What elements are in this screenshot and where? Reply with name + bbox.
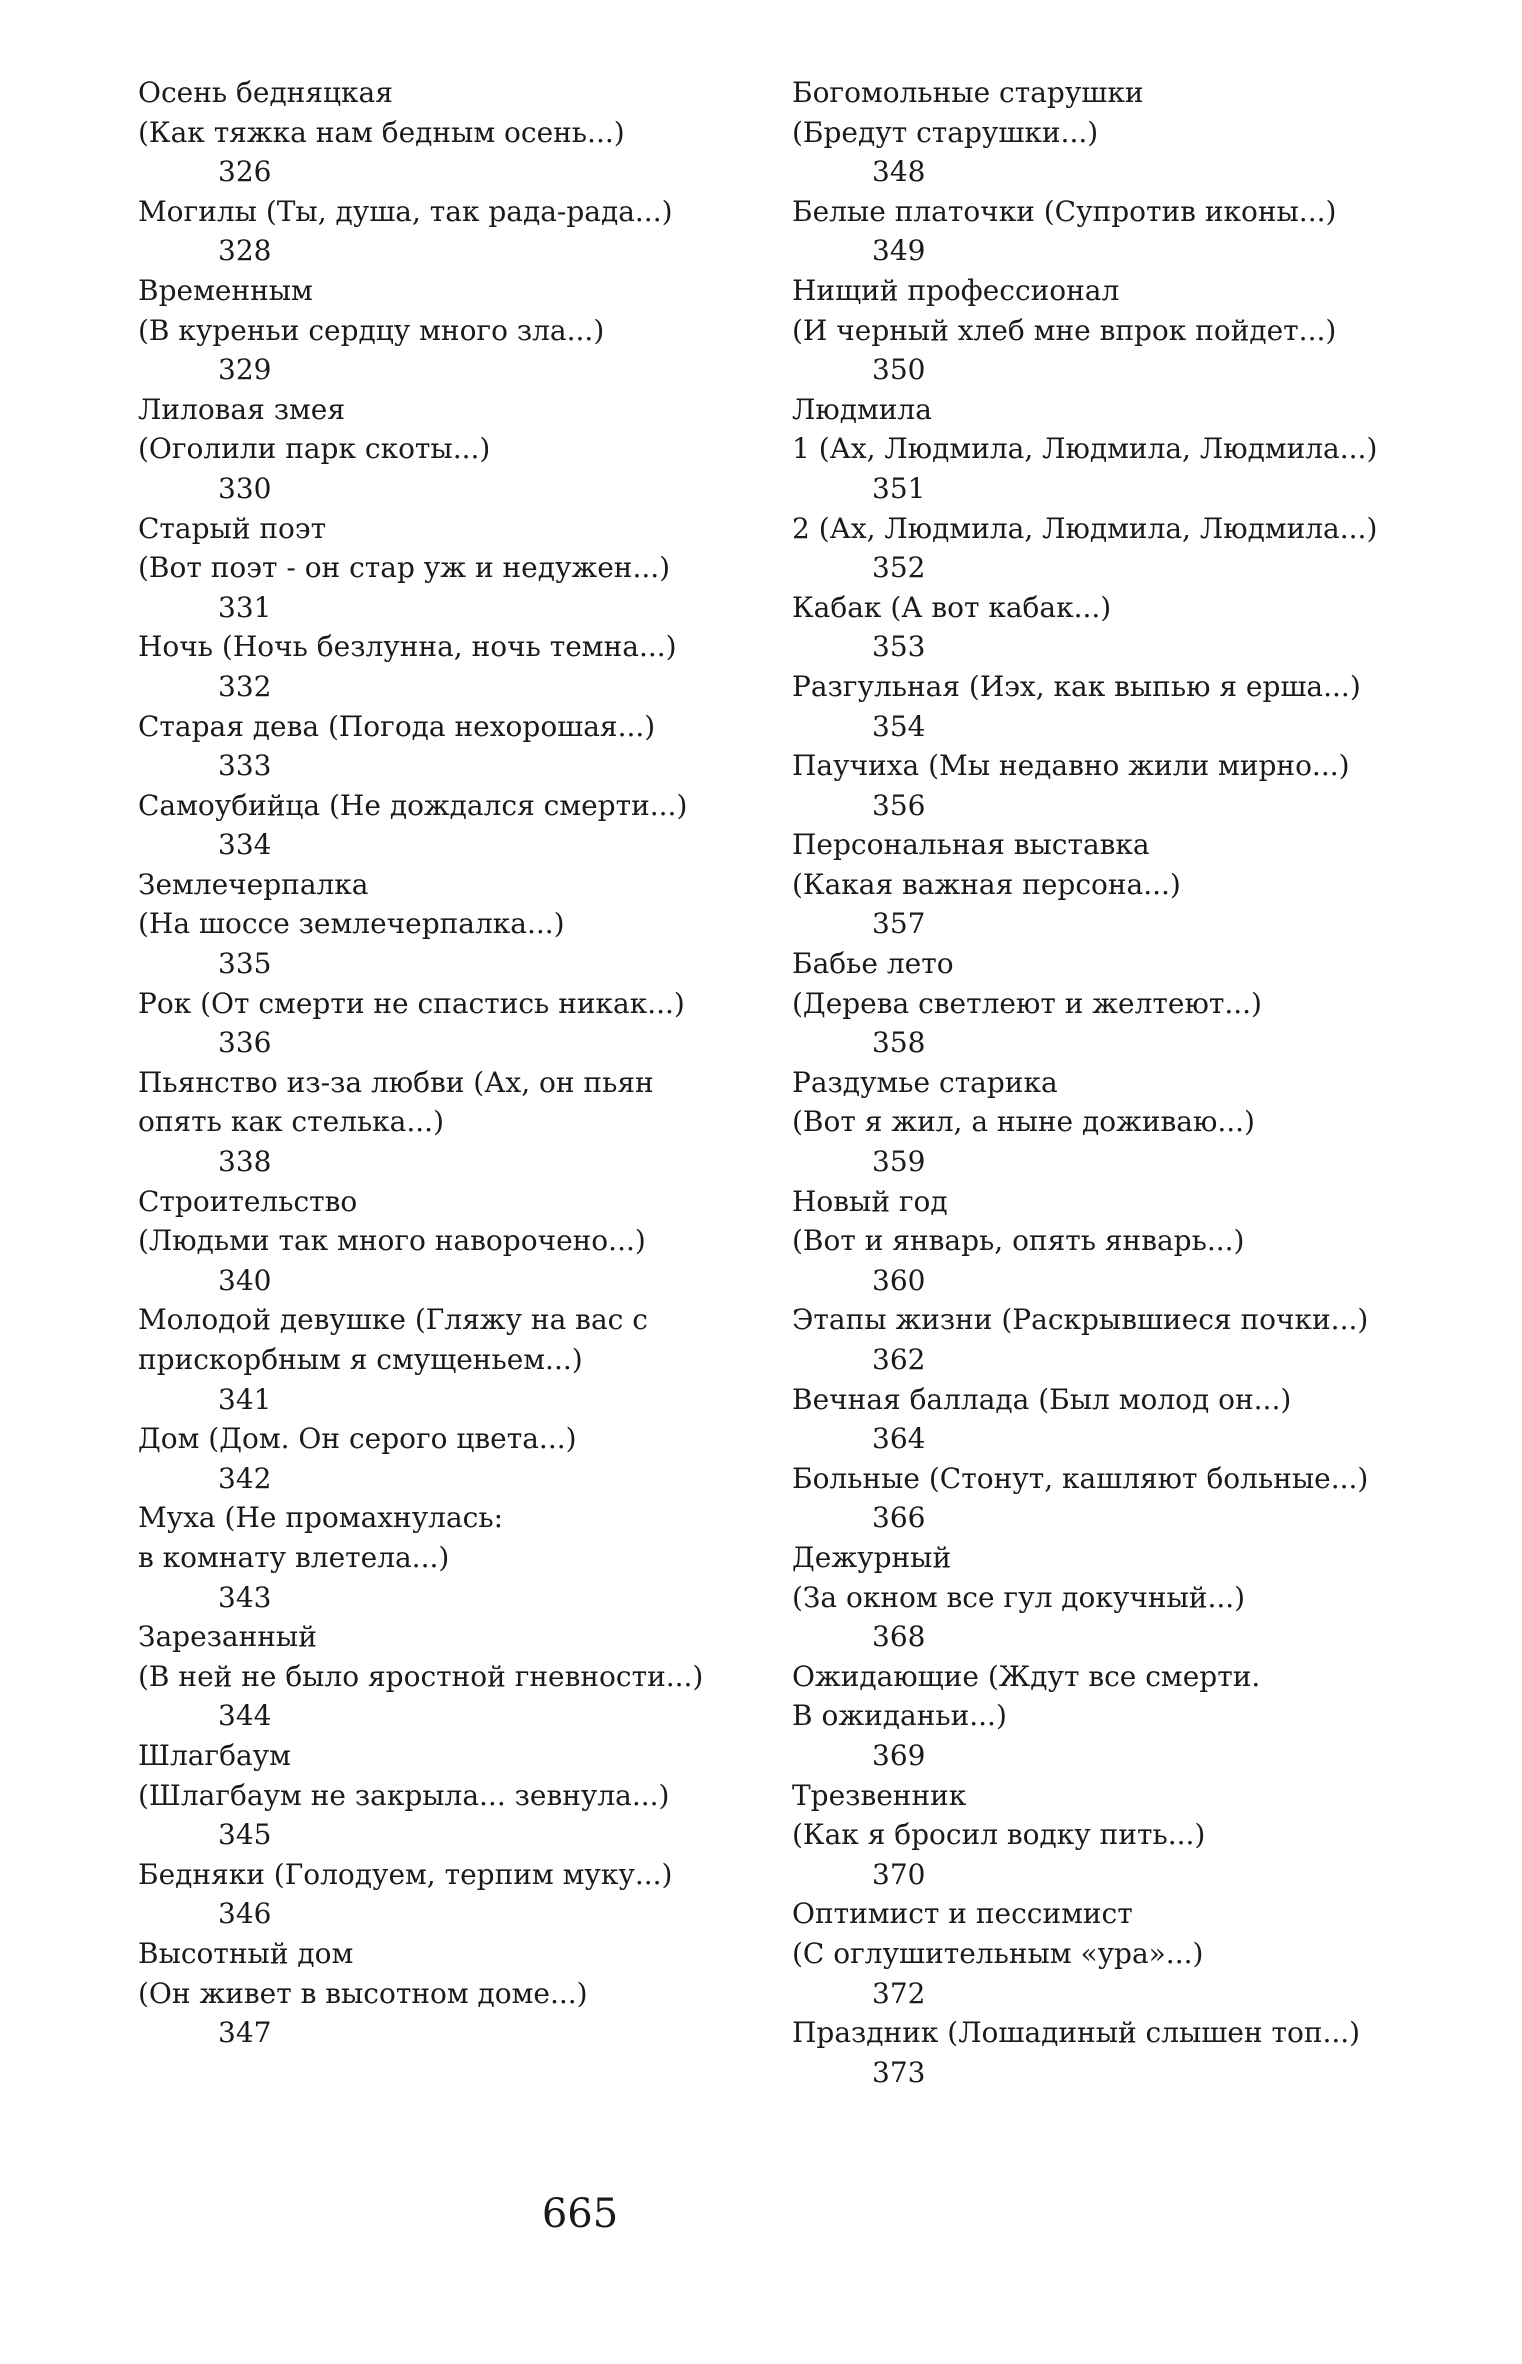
toc-entry-page: 353 bbox=[872, 630, 926, 664]
toc-entry-title-line: в комнату влетела...) bbox=[138, 1540, 450, 1574]
toc-entry bbox=[138, 786, 778, 865]
toc-entry-title-line: (Бредут старушки...) bbox=[792, 115, 1099, 149]
toc-entry-page: 354 bbox=[872, 709, 926, 743]
toc-entry bbox=[138, 1498, 778, 1617]
toc-entry-title-line: (Людьми так много наворочено...) bbox=[138, 1224, 646, 1258]
toc-entry-title-line: Ожидающие (Ждут все смерти. bbox=[792, 1659, 1261, 1693]
page-number: 665 bbox=[541, 2191, 619, 2237]
toc-entry-page: 364 bbox=[872, 1422, 926, 1456]
toc-entry-title-line: 2 (Ах, Людмила, Людмила, Людмила...) bbox=[792, 511, 1378, 545]
toc-entry-title-line: Паучиха (Мы недавно жили мирно...) bbox=[792, 749, 1350, 783]
toc-entry bbox=[138, 73, 778, 192]
toc-entry-title-line: (Вот я жил, а ныне доживаю...) bbox=[792, 1105, 1255, 1139]
toc-entry bbox=[138, 1736, 778, 1855]
toc-entry-title-line: (Вот и январь, опять январь...) bbox=[792, 1224, 1245, 1258]
toc-entry-title-line: В ожиданьи...) bbox=[792, 1699, 1007, 1733]
toc-entry bbox=[792, 1776, 1492, 1895]
toc-entry bbox=[792, 1459, 1492, 1538]
toc-entry-title-line: Кабак (А вот кабак...) bbox=[792, 590, 1112, 624]
toc-entry bbox=[138, 1855, 778, 1934]
toc-entry-page: 343 bbox=[218, 1580, 272, 1614]
toc-entry bbox=[792, 1182, 1492, 1301]
toc-entry-page: 360 bbox=[872, 1263, 926, 1297]
toc-entry-title-line: Старый поэт bbox=[138, 511, 327, 545]
toc-entry-page: 347 bbox=[218, 2016, 272, 2050]
toc-entry-title-line: Старая дева (Погода нехорошая...) bbox=[138, 709, 656, 743]
toc-entry-page: 351 bbox=[872, 471, 926, 505]
toc-entry-title-line: Трезвенник bbox=[792, 1778, 967, 1812]
toc-entry-page: 348 bbox=[872, 155, 926, 189]
toc-entry-page: 342 bbox=[218, 1461, 272, 1495]
toc-entry-title-line: Новый год bbox=[792, 1184, 948, 1218]
toc-entry-title-line: Богомольные старушки bbox=[792, 76, 1144, 109]
toc-entry bbox=[792, 2013, 1492, 2092]
toc-entry-page: 352 bbox=[872, 551, 926, 585]
toc-entry-page: 358 bbox=[872, 1026, 926, 1060]
toc-entry-title-line: (Как я бросил водку пить...) bbox=[792, 1818, 1206, 1852]
toc-entry-title-line: (На шоссе землечерпалка...) bbox=[138, 907, 565, 941]
toc-entry-title-line: (Оголили парк скоты...) bbox=[138, 432, 491, 466]
toc-entry-page: 329 bbox=[218, 353, 272, 387]
toc-entry bbox=[138, 984, 778, 1063]
toc-entry-title-line: Оптимист и пессимист bbox=[792, 1897, 1133, 1931]
toc-entry-title-line: (За окном все гул докучный...) bbox=[792, 1580, 1246, 1614]
toc-entry-title-line: (Вот поэт - он стар уж и недужен...) bbox=[138, 551, 671, 585]
toc-entry-title-line: (Дерева светлеют и желтеют...) bbox=[792, 986, 1262, 1020]
toc-entry-page: 326 bbox=[218, 155, 272, 189]
toc-entry-title-line: (С оглушительным «ура»...) bbox=[792, 1936, 1204, 1970]
toc-entry bbox=[138, 1182, 778, 1301]
toc-entry bbox=[138, 1934, 778, 2053]
toc-entry-title-line: (В куреньи сердцу много зла...) bbox=[138, 313, 605, 347]
toc-entry-page: 338 bbox=[218, 1145, 272, 1179]
toc-entry-title-line: Лиловая змея bbox=[138, 392, 345, 426]
toc-entry-title-line: (Он живет в высотном доме...) bbox=[138, 1976, 588, 2010]
toc-entry-page: 368 bbox=[872, 1620, 926, 1654]
toc-entry-title-line: Дом (Дом. Он серого цвета...) bbox=[138, 1422, 577, 1456]
toc-entry-title-line: Пьянство из-за любви (Ах, он пьян bbox=[138, 1065, 654, 1099]
toc-entry-title-line: Разгульная (Иэх, как выпью я ерша...) bbox=[792, 669, 1361, 703]
toc-entry-page: 328 bbox=[218, 234, 272, 268]
toc-entry-page: 341 bbox=[218, 1382, 272, 1416]
toc-entry-title-line: Этапы жизни (Раскрывшиеся почки...) bbox=[792, 1303, 1369, 1337]
toc-entry-page: 340 bbox=[218, 1263, 272, 1297]
toc-entry-page: 336 bbox=[218, 1026, 272, 1060]
toc-entry bbox=[792, 1063, 1492, 1182]
toc-entry-title-line: (И черный хлеб мне впрок пойдет...) bbox=[792, 313, 1337, 347]
toc-entry bbox=[792, 1657, 1492, 1776]
toc-entry-title-line: Временным bbox=[138, 273, 313, 307]
toc-entry-page: 372 bbox=[872, 1976, 926, 2010]
toc-entry-title-line: Людмила bbox=[792, 392, 932, 426]
toc-entry-page: 373 bbox=[872, 2055, 926, 2089]
toc-entry-title-line: 1 (Ах, Людмила, Людмила, Людмила...) bbox=[792, 432, 1378, 466]
toc-entry-title-line: Бедняки (Голодуем, терпим муку...) bbox=[138, 1857, 673, 1891]
toc-entry-title-line: опять как стелька...) bbox=[138, 1105, 445, 1139]
toc-entry-page: 362 bbox=[872, 1343, 926, 1376]
toc-entry bbox=[138, 707, 778, 786]
toc-entry bbox=[138, 1419, 778, 1498]
toc-entry bbox=[792, 390, 1492, 509]
toc-entry-title-line: прискорбным я смущеньем...) bbox=[138, 1343, 583, 1376]
toc-entry-page: 369 bbox=[872, 1738, 926, 1772]
toc-entry-title-line: Дежурный bbox=[792, 1540, 952, 1574]
toc-entry bbox=[792, 1300, 1492, 1379]
toc-entry-page: 331 bbox=[218, 590, 272, 624]
toc-entry-title-line: (В ней не было яростной гневности...) bbox=[138, 1659, 704, 1693]
toc-left-column bbox=[138, 73, 778, 2053]
toc-entry-title-line: Больные (Стонут, кашляют больные...) bbox=[792, 1461, 1369, 1495]
toc-entry-page: 349 bbox=[872, 234, 926, 268]
toc-entry bbox=[792, 1894, 1492, 2013]
toc-right-column bbox=[792, 73, 1492, 2092]
toc-entry-title-line: Землечерпалка bbox=[138, 867, 369, 901]
toc-entry-page: 332 bbox=[218, 669, 272, 703]
toc-entry-title-line: Персональная выставка bbox=[792, 828, 1150, 862]
toc-entry-title-line: (Шлагбаум не закрыла... зевнула...) bbox=[138, 1778, 670, 1812]
toc-entry-title-line: Муха (Не промахнулась: bbox=[138, 1501, 504, 1535]
toc-entry bbox=[792, 588, 1492, 667]
toc-entry-page: 359 bbox=[872, 1145, 926, 1179]
toc-entry-title-line: Белые платочки (Супротив иконы...) bbox=[792, 194, 1337, 228]
toc-entry-page: 356 bbox=[872, 788, 926, 822]
toc-entry-title-line: Вечная баллада (Был молод он...) bbox=[792, 1382, 1292, 1416]
toc-entry-title-line: (Как тяжка нам бедным осень...) bbox=[138, 115, 625, 149]
toc-entry-title-line: Осень бедняцкая bbox=[138, 76, 393, 109]
toc-entry bbox=[792, 1538, 1492, 1657]
toc-entry-title-line: Могилы (Ты, душа, так рада-рада...) bbox=[138, 194, 673, 228]
toc-entry bbox=[792, 944, 1492, 1063]
toc-entry-title-line: Самоубийца (Не дождался смерти...) bbox=[138, 788, 688, 822]
toc-entry-page: 346 bbox=[218, 1897, 272, 1931]
toc-entry-page: 357 bbox=[872, 907, 926, 941]
toc-entry-page: 370 bbox=[872, 1857, 926, 1891]
toc-entry bbox=[138, 509, 778, 628]
toc-entry-page: 335 bbox=[218, 947, 272, 981]
toc-entry bbox=[138, 1300, 778, 1419]
toc-entry-title-line: Шлагбаум bbox=[138, 1738, 291, 1772]
toc-entry-page: 330 bbox=[218, 471, 272, 505]
toc-entry bbox=[792, 746, 1492, 825]
toc-entry bbox=[792, 825, 1492, 944]
toc-entry bbox=[792, 192, 1492, 271]
toc-entry-page: 333 bbox=[218, 749, 272, 783]
toc-entry bbox=[792, 509, 1492, 588]
toc-entry-title-line: Зарезанный bbox=[138, 1620, 317, 1654]
toc-entry bbox=[792, 1380, 1492, 1459]
toc-entry bbox=[138, 192, 778, 271]
toc-entry bbox=[792, 73, 1492, 192]
toc-entry-title-line: Молодой девушке (Гляжу на вас с bbox=[138, 1303, 648, 1337]
toc-entry-title-line: Раздумье старика bbox=[792, 1065, 1058, 1099]
toc-entry-title-line: Ночь (Ночь безлунна, ночь темна...) bbox=[138, 630, 677, 664]
toc-entry-title-line: Бабье лето bbox=[792, 947, 954, 981]
toc-entry bbox=[138, 271, 778, 390]
toc-entry bbox=[138, 390, 778, 509]
toc-entry-page: 344 bbox=[218, 1699, 272, 1733]
toc-entry bbox=[138, 627, 778, 706]
toc-entry-title-line: Праздник (Лошадиный слышен топ...) bbox=[792, 2016, 1361, 2050]
toc-entry-title-line: Нищий профессионал bbox=[792, 273, 1120, 307]
toc-entry-page: 345 bbox=[218, 1818, 272, 1852]
toc-entry-title-line: (Какая важная персона...) bbox=[792, 867, 1181, 901]
toc-entry bbox=[138, 865, 778, 984]
toc-entry-page: 350 bbox=[872, 353, 926, 387]
toc-entry-title-line: Рок (От смерти не спастись никак...) bbox=[138, 986, 685, 1020]
toc-entry bbox=[792, 667, 1492, 746]
toc-entry bbox=[792, 271, 1492, 390]
toc-entry-title-line: Строительство bbox=[138, 1184, 358, 1218]
toc-entry-page: 334 bbox=[218, 828, 272, 862]
toc-entry-page: 366 bbox=[872, 1501, 926, 1535]
toc-entry bbox=[138, 1063, 778, 1182]
toc-entry-title-line: Высотный дом bbox=[138, 1936, 354, 1970]
toc-entry bbox=[138, 1617, 778, 1736]
